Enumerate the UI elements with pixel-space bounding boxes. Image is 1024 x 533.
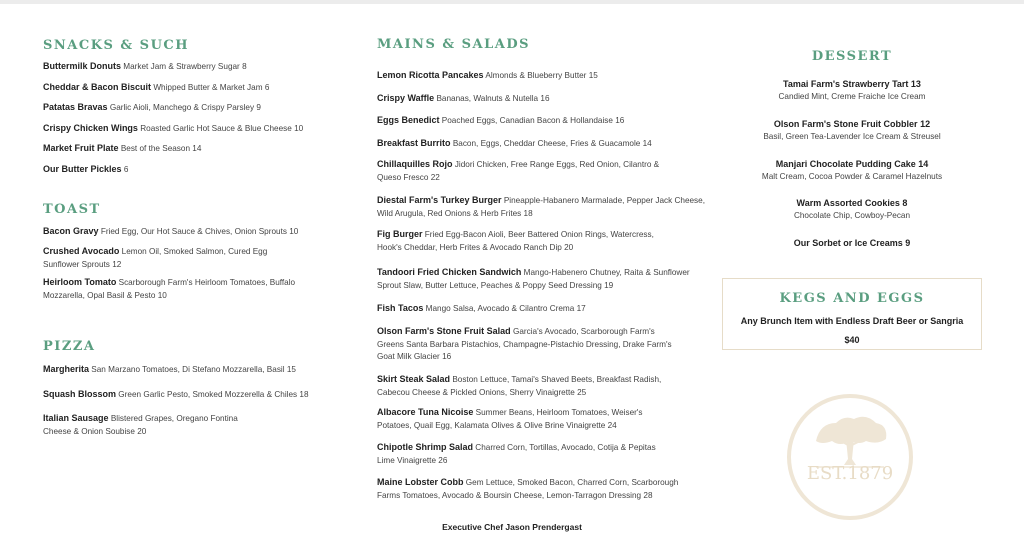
item-description: Summer Beans, Heirloom Tomatoes, Weiser's Potatoes, Quail Egg, Kalamata Olives & Olive Brine Vinaigrette [377, 408, 643, 430]
item-price: 10 [157, 290, 167, 300]
item-description: Candied Mint, Creme Fraiche Ice Cream [778, 91, 926, 101]
item-description: Best of the Season [120, 144, 190, 153]
item-description: Jidori Chicken, Free Range Eggs, Red Onion, Cilantro & Queso Fresco [377, 160, 660, 182]
item-name: Manjari Chocolate Pudding Cake [775, 159, 916, 169]
item-description: Roasted Garlic Hot Sauce & Blue Cheese [140, 124, 292, 133]
item-price: 20 [564, 242, 574, 252]
item-price: 14 [192, 144, 202, 153]
item-description: Bacon, Eggs, Cheddar Cheese, Fries & Guacamole [452, 139, 641, 148]
kegs-title: KEGS AND EGGS [779, 291, 925, 306]
item-price: 12 [112, 259, 122, 269]
item-name: Italian Sausage [43, 413, 109, 423]
item-price: 17 [576, 304, 586, 313]
menu-item [43, 388, 343, 402]
item-name: Fig Burger [377, 229, 423, 239]
menu-item [377, 114, 712, 128]
kegs-offer: Any Brunch Item with Endless Draft Beer or Sangria [740, 316, 964, 326]
menu-item [43, 60, 343, 74]
item-description: Green Garlic Pesto, Smoked Mozzerella & Chiles [118, 390, 298, 399]
item-description: Almonds & Blueberry Butter [485, 71, 587, 80]
item-price: 28 [643, 490, 653, 500]
toast-title: TOAST [43, 202, 101, 217]
item-name: Our Sorbet or Ice Creams [793, 238, 903, 248]
menu-item [722, 158, 982, 183]
menu-item [43, 276, 318, 302]
item-price: 24 [607, 420, 617, 430]
menu-item [43, 163, 343, 177]
item-name: Chillaquilles Rojo [377, 159, 453, 169]
item-description: Malt Cream, Cocoa Powder & Caramel Hazelnuts [761, 171, 943, 181]
item-price: 15 [286, 365, 296, 374]
item-description: Charred Corn, Tortillas, Avocado, Cotija & Pepitas Lime Vinaigrette [377, 443, 656, 465]
menu-item [43, 142, 343, 156]
item-description: Garcia's Avocado, Scarborough Farm's Greens Santa Barbara Pistachios, Champagne-Pistachio Dressing, Drake Farm's Goat Milk Glacier [377, 327, 672, 361]
menu-item [377, 228, 667, 254]
item-name: Buttermilk Donuts [43, 61, 122, 71]
mains-title: MAINS & SALADS [377, 37, 530, 52]
menu-item [722, 197, 982, 222]
menu-item [43, 122, 343, 136]
menu-item [377, 137, 712, 151]
item-name: Squash Blossom [43, 389, 117, 399]
menu-item [377, 69, 712, 83]
item-price: 12 [920, 119, 931, 129]
menu-item [43, 363, 343, 377]
item-price: 8 [242, 62, 247, 71]
item-price: 26 [438, 455, 448, 465]
item-description: Gem Lettuce, Smoked Bacon, Charred Corn, Scarborough Farms Tomatoes, Avocado & Boursin Cheese, Lemon-Tarragon Dressing [377, 478, 679, 500]
menu-item [377, 302, 712, 316]
item-price: 25 [577, 387, 587, 397]
menu-item [43, 245, 273, 271]
item-name: Diestal Farm's Turkey Burger [377, 195, 502, 205]
item-name: Our Butter Pickles [43, 164, 122, 174]
item-description: Basil, Green Tea-Lavender Ice Cream & Streusel [763, 131, 941, 141]
item-name: Eggs Benedict [377, 115, 440, 125]
item-description: Boston Lettuce, Tamai's Shaved Beets, Breakfast Radish, Cabecou Cheese & Pickled Onions, Sherry Vinaigrette [377, 375, 662, 397]
item-description: Poached Eggs, Canadian Bacon & Hollandaise [441, 116, 613, 125]
menu-item [43, 412, 243, 438]
menu-item [377, 92, 712, 106]
est-1879-logo [786, 393, 914, 521]
menu-item [377, 158, 662, 184]
menu-item [377, 441, 667, 467]
item-price: 19 [604, 280, 614, 290]
item-price: 16 [442, 352, 452, 361]
item-price: 20 [137, 426, 147, 436]
item-name: Tandoori Fried Chicken Sandwich [377, 267, 522, 277]
item-price: 10 [289, 227, 299, 236]
item-description: San Marzano Tomatoes, Di Stefano Mozzarella, Basil [91, 365, 285, 374]
item-price: 13 [910, 79, 921, 89]
item-description: Mango Salsa, Avocado & Cilantro Crema [425, 304, 575, 313]
item-price: 14 [918, 159, 929, 169]
footer-chef: Executive Chef Jason Prendergast [442, 522, 582, 532]
item-name: Chipotle Shrimp Salad [377, 442, 474, 452]
item-price: 16 [615, 116, 625, 125]
top-divider [0, 0, 1024, 4]
item-name: Crushed Avocado [43, 246, 120, 256]
tree-emblem-icon [786, 393, 914, 521]
item-name: Patatas Bravas [43, 102, 108, 112]
pizza-title: PIZZA [43, 339, 96, 354]
item-name: Albacore Tuna Nicoise [377, 407, 474, 417]
dessert-title: DESSERT [811, 49, 893, 64]
item-description: Scarborough Farm's Heirloom Tomatoes, Buffalo Mozzarella, Opal Basil & Pesto [43, 278, 296, 300]
item-name: Fish Tacos [377, 303, 424, 313]
item-description: Lemon Oil, Smoked Salmon, Cured Egg Sunflower Sprouts [43, 247, 268, 269]
menu-item [377, 373, 667, 399]
item-price: 18 [299, 390, 309, 399]
item-name: Tamai Farm's Strawberry Tart [783, 79, 909, 89]
item-description: Whipped Butter & Market Jam [153, 83, 263, 92]
item-price: 6 [264, 83, 270, 92]
menu-item [377, 406, 657, 432]
item-price: 22 [430, 172, 440, 182]
item-name: Skirt Steak Salad [377, 374, 451, 384]
menu-item [377, 476, 692, 502]
menu-item [43, 225, 343, 239]
menu-item [722, 78, 982, 103]
item-price: 10 [294, 124, 304, 133]
item-price: 9 [256, 103, 261, 112]
kegs-and-eggs-box [722, 278, 982, 350]
item-price: 14 [642, 139, 652, 148]
menu-item [43, 81, 343, 95]
menu-item [377, 266, 712, 292]
item-name: Warm Assorted Cookies [796, 198, 900, 208]
item-price: 16 [540, 94, 550, 103]
item-price: 18 [523, 208, 533, 218]
item-name: Maine Lobster Cobb [377, 477, 464, 487]
item-description: Market Jam & Strawberry Sugar [123, 62, 240, 71]
item-name: Bacon Gravy [43, 226, 99, 236]
item-description: Fried Egg, Our Hot Sauce & Chives, Onion Sprouts [100, 227, 287, 236]
item-description: Chocolate Chip, Cowboy-Pecan [793, 210, 911, 220]
item-description: Bananas, Walnuts & Nutella [436, 94, 539, 103]
item-description: Mango-Habenero Chutney, Raita & Sunflower Sprout Slaw, Butter Lettuce, Peaches & Poppy Seed Dressing [377, 268, 690, 290]
logo-text: EST.1879 [806, 463, 894, 484]
menu-item [722, 118, 982, 143]
item-price: 6 [123, 165, 129, 174]
item-price: 9 [905, 238, 911, 248]
item-price: 8 [902, 198, 908, 208]
item-name: Olson Farm's Stone Fruit Cobbler [773, 119, 918, 129]
item-description: Fried Egg-Bacon Aioli, Beer Battered Onion Rings, Watercress, Hook's Cheddar, Herb Frites & Avocado Ranch Dip [377, 230, 654, 252]
kegs-price: $40 [844, 335, 860, 345]
menu-item [377, 194, 712, 220]
item-name: Crispy Chicken Wings [43, 123, 138, 133]
item-name: Breakfast Burrito [377, 138, 451, 148]
item-description: Garlic Aioli, Manchego & Crispy Parsley [109, 103, 255, 112]
item-name: Cheddar & Bacon Biscuit [43, 82, 152, 92]
item-description: Pineapple-Habanero Marmalade, Pepper Jack Cheese, Wild Arugula, Red Onions & Herb Frites [377, 196, 705, 218]
item-name: Crispy Waffle [377, 93, 435, 103]
item-name: Olson Farm's Stone Fruit Salad [377, 326, 511, 336]
snacks-title: SNACKS & SUCH [43, 38, 190, 53]
item-name: Market Fruit Plate [43, 143, 119, 153]
item-name: Lemon Ricotta Pancakes [377, 70, 484, 80]
item-name: Margherita [43, 364, 90, 374]
item-name: Heirloom Tomato [43, 277, 117, 287]
item-description: Blistered Grapes, Oregano Fontina Cheese & Onion Soubise [43, 414, 238, 436]
menu-item [377, 325, 682, 364]
menu-item [43, 101, 343, 115]
item-price: 15 [588, 71, 598, 80]
menu-item [722, 237, 982, 250]
